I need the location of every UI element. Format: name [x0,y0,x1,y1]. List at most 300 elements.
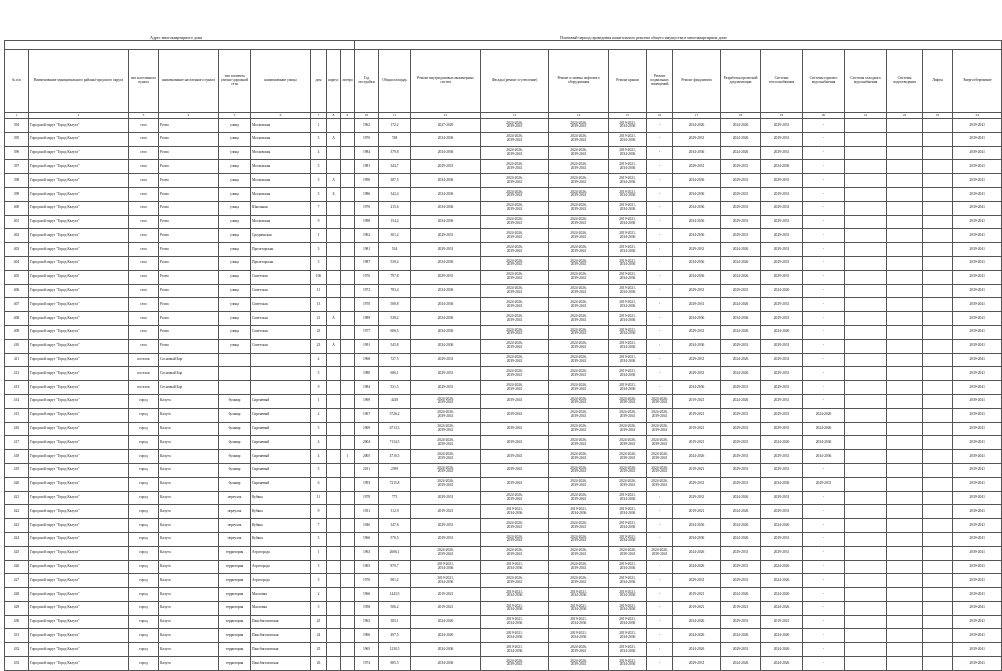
table-cell: 1970 [355,574,379,588]
table-cell: Городской округ "Город Калуга" [29,312,129,326]
table-cell: - [647,229,673,243]
table-cell: 1443,5 [379,588,411,602]
table-cell: 2039-2041 [953,339,1002,353]
table-cell: территория [219,546,251,560]
col-header: Ремонт и замена лифтового оборудования [549,50,609,113]
table-cell [923,519,953,533]
table-cell: бульвар [219,394,251,408]
table-cell: 379,8 [379,146,411,160]
table-cell [923,463,953,477]
table-cell [341,312,355,326]
table-cell: Городской округ "Город Калуга" [29,174,129,188]
table-cell [887,546,923,560]
table-cell [327,532,341,546]
table-cell: Калуга [159,505,219,519]
table-cell: 2019-2021, 2034-2036 [609,491,647,505]
table-cell: 23 [311,339,327,353]
table-cell: 2029-2031 [673,325,721,339]
col-header: Год постройки [355,50,379,113]
table-cell: 2024-2026 [761,519,803,533]
table-cell [327,560,341,574]
table-cell: Сосновый Бор [159,353,219,367]
table-cell: Калуга [159,436,219,450]
table-cell [923,505,953,519]
table-cell: 2029-2031 [411,229,481,243]
table-cell [923,174,953,188]
table-cell: Агрогорода [251,574,311,588]
column-number: 23 [923,113,953,119]
table-cell: 2024-2026, 2039-2041 [411,422,481,436]
table-cell [845,339,887,353]
table-cell: 2019-2021, 2034-2036 [609,312,647,326]
table-cell: - [803,215,845,229]
table-cell: 342,4 [379,187,411,201]
table-cell [341,132,355,146]
table-cell: Московская [251,132,311,146]
table-cell: 538,2 [379,312,411,326]
table-cell: 2034-2036 [761,477,803,491]
table-cell: 2019-2021 [761,615,803,629]
table-cell: 2024-2026, 2039-2041 [481,132,549,146]
table-cell: 2029-2031 [721,615,761,629]
table-cell: 2024-2026, 2039-2041 [481,160,549,174]
table-cell: 396 [5,146,29,160]
table-cell: 2039-2041 [481,422,549,436]
table-cell [923,394,953,408]
table-cell: 413 [5,381,29,395]
table-cell: 422 [5,505,29,519]
table-cell: 1998 [355,215,379,229]
table-cell: территория [219,615,251,629]
table-cell: 2024-2026, 2039-2041 [481,284,549,298]
table-cell: Городской округ "Город Калуга" [29,546,129,560]
table-cell: 2029-2031 [761,381,803,395]
table-cell: улица [219,187,251,201]
table-cell: Городской округ "Город Калуга" [29,560,129,574]
table-cell: 2029-2031 [761,256,803,270]
table-cell: 23 [311,615,327,629]
table-cell: 2039-2041 [481,463,549,477]
table-cell: 406 [5,284,29,298]
table-cell [845,505,887,519]
table-cell: 2019-2021, 2034-2036 [609,643,647,657]
table-cell: 2034-2036 [411,215,481,229]
table-row [5,463,1002,477]
table-cell: 2024-2026, 2039-2041 [549,422,609,436]
table-cell: село [129,284,159,298]
table-cell: - [803,532,845,546]
table-cell: 2019-2021, 2034-2036 [549,615,609,629]
table-cell: 2024-2026, 2039-2041 [411,408,481,422]
table-cell [845,519,887,533]
table-cell: 2024-2026 [803,422,845,436]
table-cell: - [647,243,673,257]
table-cell: 2024-2026, 2039-2041 [549,657,609,671]
table-cell: территория [219,574,251,588]
table-cell: 24 [311,629,327,643]
table-cell: - [803,119,845,133]
table-cell: 2029-2031 [803,477,845,491]
table-cell [341,629,355,643]
table-cell: село [129,298,159,312]
table-cell: - [803,243,845,257]
table-cell: 2029-2031 [721,477,761,491]
table-cell: 2024-2026 [673,629,721,643]
table-cell [887,270,923,284]
table-cell: 2019-2021, 2034-2036 [609,243,647,257]
table-row [5,146,1002,160]
table-cell: - [803,284,845,298]
table-cell: - [803,270,845,284]
table-cell: 2024-2026, 2039-2041 [481,657,549,671]
table-cell: Городской округ "Город Калуга" [29,615,129,629]
table-cell: Калуга [159,588,219,602]
table-cell: 2034-2036 [411,325,481,339]
table-cell: - [803,601,845,615]
table-cell: 2024-2026, 2039-2041 [549,381,609,395]
table-cell: 417 [5,436,29,450]
table-cell [923,381,953,395]
table-cell [327,325,341,339]
table-cell: село [129,325,159,339]
table-cell: 2024-2026, 2039-2041 [549,463,609,477]
table-cell: 606,1 [379,367,411,381]
table-cell [341,477,355,491]
table-row [5,353,1002,367]
table-row [5,298,1002,312]
table-row [5,243,1002,257]
header-row [5,50,1002,113]
table-cell: Росва [159,256,219,270]
table-cell: улица [219,243,251,257]
table-cell: 1993 [355,477,379,491]
table-cell: - [803,546,845,560]
table-cell [923,325,953,339]
table-cell [887,119,923,133]
table-cell: - [647,339,673,353]
table-cell: 2024-2026 [761,436,803,450]
table-cell [923,284,953,298]
table-cell: 1966 [355,629,379,643]
table-cell: Городской округ "Город Калуга" [29,339,129,353]
table-cell: 4710,5 [379,450,411,464]
table-cell [887,160,923,174]
table-cell: 2024-2026, 2039-2041 [481,215,549,229]
table-cell [887,408,923,422]
table-cell: Городской округ "Город Калуга" [29,601,129,615]
table-cell: 2024-2026 [673,643,721,657]
column-number: 22 [887,113,923,119]
col-header: Разработка проектной документации [721,50,761,113]
table-cell [845,298,887,312]
table-cell: - [803,367,845,381]
table-cell: 312,9 [379,505,411,519]
table-cell: - [803,353,845,367]
table-cell: 2024-2026, 2039-2041 [481,325,549,339]
table-cell: - [803,505,845,519]
table-cell: - [803,160,845,174]
table-cell: 2039-2041 [953,422,1002,436]
table-cell: 2029-2031 [761,505,803,519]
table-cell: 2024-2026 [721,270,761,284]
table-cell: Московская [251,215,311,229]
table-cell [923,491,953,505]
table-cell: улица [219,270,251,284]
table-cell: Городской округ "Город Калуга" [29,298,129,312]
table-cell [341,119,355,133]
table-cell [327,270,341,284]
table-cell: 2024-2026, 2039-2041 [609,477,647,491]
table-cell: 2034-2036 [721,312,761,326]
repair-schedule-table [4,40,1002,671]
table-cell: 2024-2026 [761,657,803,671]
table-cell [923,146,953,160]
col-header: Ремонт внутридомовых инженерных систем [411,50,481,113]
table-cell: 2024-2026 [761,574,803,588]
table-cell: поселок [129,367,159,381]
table-cell: - [803,519,845,533]
table-row [5,187,1002,201]
table-cell: - [647,187,673,201]
table-cell: - [803,312,845,326]
table-cell [923,560,953,574]
table-cell: 2029-2031 [411,160,481,174]
table-cell: 2029-2031 [673,132,721,146]
table-cell: - [803,229,845,243]
table-cell: 25 [311,643,327,657]
table-row [5,229,1002,243]
table-cell: 347,6 [379,519,411,533]
table-cell: 2024-2026, 2039-2041 [609,450,647,464]
table-cell: 2019-2021, 2034-2036 [609,657,647,671]
col-header: наименование улицы [251,50,311,113]
table-cell: Городской округ "Город Калуга" [29,119,129,133]
table-cell: 416 [5,422,29,436]
table-cell: село [129,243,159,257]
table-cell: 2039-2041 [953,601,1002,615]
table-cell [887,325,923,339]
table-cell: 1969 [355,394,379,408]
table-cell: Городской округ "Город Калуга" [29,422,129,436]
table-cell: Сиреневый [251,477,311,491]
table-cell: 5 [311,463,327,477]
table-cell: - [803,560,845,574]
table-cell: город [129,532,159,546]
table-cell: 415 [5,408,29,422]
table-cell: 2019-2021, 2034-2036 [411,560,481,574]
table-cell: 2039-2041 [953,146,1002,160]
table-cell: 2024-2026, 2039-2041 [549,284,609,298]
table-cell: 2024-2026, 2039-2041 [549,353,609,367]
table-cell: Городской округ "Город Калуга" [29,436,129,450]
table-cell: 2029-2031 [721,560,761,574]
table-cell: 2019-2021, 2034-2036 [609,174,647,188]
table-cell: 11 [311,491,327,505]
table-cell: 506,2 [379,601,411,615]
table-cell: 427 [5,574,29,588]
table-cell: 408 [5,312,29,326]
table-cell: 2029-2031 [721,174,761,188]
table-cell: территория [219,588,251,602]
header-group-row [5,41,1002,50]
table-cell: 2019-2021, 2034-2036 [609,325,647,339]
table-cell [341,560,355,574]
table-cell: 1978 [355,491,379,505]
table-cell [887,394,923,408]
table-cell: 2019-2021, 2034-2036 [609,505,647,519]
table-cell: Московская [251,119,311,133]
table-cell [845,560,887,574]
table-cell [887,657,923,671]
table-cell: 398 [5,174,29,188]
table-cell: 2019-2021, 2034-2036 [411,574,481,588]
table-cell: - [647,353,673,367]
table-cell: Городской округ "Город Калуга" [29,146,129,160]
table-cell [341,574,355,588]
column-number: 15 [609,113,647,119]
table-cell: 2029-2031 [761,353,803,367]
table-cell [887,229,923,243]
table-cell: 2029-2031 [761,243,803,257]
table-cell: Городской округ "Город Калуга" [29,450,129,464]
table-cell: село [129,146,159,160]
table-cell: 418 [5,450,29,464]
table-cell: Городской округ "Город Калуга" [29,229,129,243]
table-cell: 2019-2021 [673,588,721,602]
table-cell [219,381,251,395]
table-cell [887,215,923,229]
table-cell: Городской округ "Город Калуга" [29,256,129,270]
table-cell: 2039-2041 [953,325,1002,339]
table-cell: 5726,2 [379,408,411,422]
table-cell: - [803,491,845,505]
table-cell: 11 [311,284,327,298]
col-header: Ремонт подвальных помещений [647,50,673,113]
table-cell: 13 [311,298,327,312]
table-cell [887,312,923,326]
table-cell: 3 [311,422,327,436]
table-cell: 2024-2026, 2039-2041 [549,450,609,464]
table-cell: 1989 [355,312,379,326]
table-cell: улица [219,312,251,326]
table-cell [341,588,355,602]
table-cell: улица [219,201,251,215]
table-cell: 2034-2036 [673,229,721,243]
table-cell: 2011 [355,463,379,477]
table-cell: бульвар [219,408,251,422]
table-cell [923,243,953,257]
table-cell: 2029-2031 [411,353,481,367]
table-cell: 2039-2041 [953,394,1002,408]
table-cell: 2024-2026 [721,146,761,160]
table-cell [327,256,341,270]
table-cell: 2024-2026, 2039-2041 [411,436,481,450]
table-cell: 2019-2021, 2034-2036 [609,601,647,615]
table-cell: 1990 [355,174,379,188]
column-number: 14 [549,113,609,119]
table-cell: город [129,546,159,560]
table-cell [923,601,953,615]
table-cell: 2039-2041 [953,436,1002,450]
table-cell: 21 [311,312,327,326]
table-cell: 2024-2026, 2039-2041 [549,436,609,450]
address-group-caption: Адрес многоквартирного дома [150,35,203,40]
table-cell: 1972 [355,284,379,298]
table-cell: Агрогорода [251,560,311,574]
table-cell: - [647,519,673,533]
table-cell: 2029-2031 [411,270,481,284]
table-cell [887,450,923,464]
table-cell: 2024-2026 [761,588,803,602]
table-cell: 412 [5,367,29,381]
table-row [5,201,1002,215]
table-cell: - [803,325,845,339]
table-cell: 748 [379,132,411,146]
table-cell: 2039-2041 [953,284,1002,298]
table-cell: 2024-2026, 2039-2041 [647,436,673,450]
table-cell: 2019-2021, 2034-2036 [609,519,647,533]
table-cell: 2039-2041 [953,615,1002,629]
table-cell: 2019-2021 [673,422,721,436]
column-number: 4 [159,113,219,119]
table-row [5,160,1002,174]
table-cell: Московская [251,174,311,188]
table-cell: 2039-2041 [953,643,1002,657]
table-cell: 1968 [355,353,379,367]
table-cell: Калуга [159,560,219,574]
col-header: Системы горячего водоснабжения [803,50,845,113]
table-row [5,450,1002,464]
table-cell: Росва [159,298,219,312]
table-cell: Калуга [159,657,219,671]
table-cell [923,629,953,643]
table-cell [327,201,341,215]
table-cell: Городской округ "Город Калуга" [29,243,129,257]
table-cell: 2039-2041 [953,505,1002,519]
column-number: 3 [129,113,159,119]
table-cell: 1967 [355,408,379,422]
table-cell [341,601,355,615]
table-row [5,339,1002,353]
table-cell [887,187,923,201]
table-cell: 2024-2026, 2039-2041 [647,463,673,477]
table-row [5,505,1002,519]
table-cell: 2024-2026, 2039-2041 [481,201,549,215]
table-cell: 5 [311,256,327,270]
table-cell: 2024-2026, 2039-2041 [481,229,549,243]
table-cell [887,505,923,519]
table-cell [341,174,355,188]
table-cell: город [129,477,159,491]
table-cell: 2024-2026 [721,532,761,546]
table-cell: 2029-2031 [673,353,721,367]
table-cell: - [803,256,845,270]
table-cell: 2034-2036 [411,298,481,312]
table-cell: 2024-2026, 2039-2041 [481,546,549,560]
table-cell [327,615,341,629]
table-cell: 2019-2021, 2034-2036 [609,229,647,243]
table-cell: 797,8 [379,270,411,284]
table-cell: город [129,643,159,657]
table-cell: город [129,629,159,643]
table-cell: 419 [5,463,29,477]
table-cell [887,381,923,395]
table-cell: город [129,615,159,629]
table-cell: 2024-2026, 2039-2041 [549,532,609,546]
column-number: 6 [251,113,311,119]
table-cell: 2039-2041 [481,394,549,408]
table-cell [327,394,341,408]
